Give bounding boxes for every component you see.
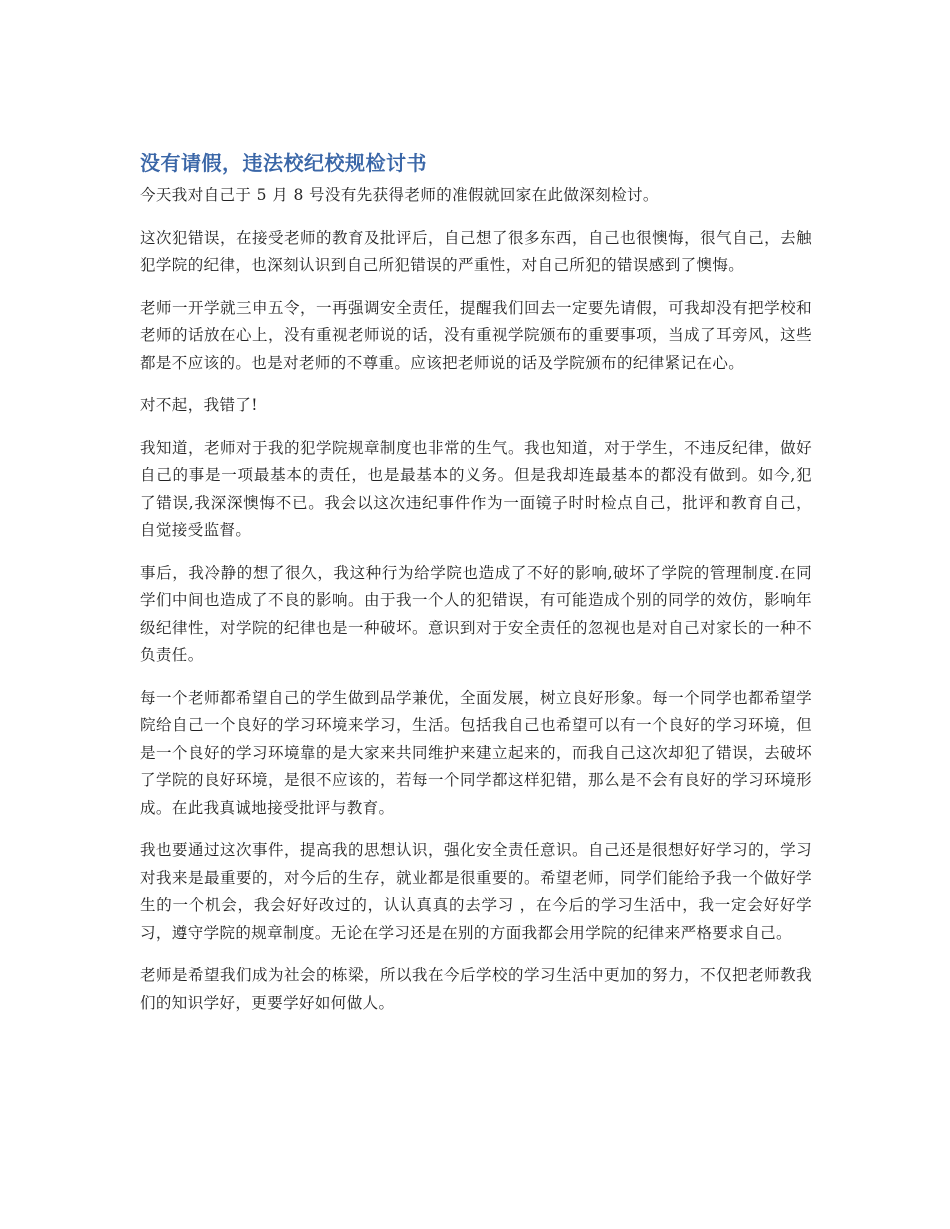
paragraph-teacher-warning: 老师一开学就三申五令，一再强调安全责任，提醒我们回去一定要先请假，可我却没有把学校和老师的话放在心上，没有重视老师说的话，没有重视学院颁布的重要事项，当成了耳旁风，这些都是不应该的。也是对老师的不尊重。应该把老师说的话及学院颁布的纪律紧记在心。 <box>140 298 812 372</box>
document-page <box>140 148 812 1032</box>
paragraph-responsibility: 我知道，老师对于我的犯学院规章制度也非常的生气。我也知道，对于学生，不违反纪律，做好自己的事是一项最基本的责任，也是最基本的义务。但是我却连最基本的都没有做到。如今,犯了错误,我深深懊悔不已。我会以这次违纪事件作为一面镜子时时检点自己，批评和教育自己，自觉接受监督。 <box>140 438 812 539</box>
document-title: 没有请假，违法校纪校规检讨书 <box>140 151 427 175</box>
paragraph-reflection: 事后，我冷静的想了很久，我这种行为给学院也造成了不好的影响,破坏了学院的管理制度.在同学们中间也造成了不良的影响。由于我一个人的犯错误，有可能造成个别的同学的效仿，影响年级纪律性，对学院的纪律也是一种破坏。意识到对于安全责任的忽视也是对自己对家长的一种不负责任。 <box>140 563 812 664</box>
paragraph-apology: 对不起，我错了! <box>140 396 258 414</box>
paragraph-regret: 这次犯错误，在接受老师的教育及批评后，自己想了很多东西，自己也很懊悔，很气自己，去触犯学院的纪律，也深刻认识到自己所犯错误的严重性，对自己所犯的错误感到了懊悔。 <box>140 228 812 274</box>
paragraph-intro: 今天我对自己于 5 月 8 号没有先获得老师的准假就回家在此做深刻检讨。 <box>140 186 659 204</box>
paragraph-environment: 每一个老师都希望自己的学生做到品学兼优，全面发展，树立良好形象。每一个同学也都希望学院给自己一个良好的学习环境来学习，生活。包括我自己也希望可以有一个良好的学习环境，但是一个良好的学习环境靠的是大家来共同维护来建立起来的，而我自己这次却犯了错误，去破坏了学院的良好环境，是很不应该的，若每一个同学都这样犯错，那么是不会有良好的学习环境形成。在此我真诚地接受批评与教育。 <box>140 688 812 817</box>
paragraph-closing: 老师是希望我们成为社会的栋梁，所以我在今后学校的学习生活中更加的努力，不仅把老师教我们的知识学好，更要学好如何做人。 <box>140 966 812 1012</box>
paragraph-commitment: 我也要通过这次事件，提高我的思想认识，强化安全责任意识。自己还是很想好好学习的，学习对我来是最重要的，对今后的生存，就业都是很重要的。希望老师，同学们能给予我一个做好学生的一个机会，我会好好改过的，认认真真的去学习 ，在今后的学习生活中，我一定会好好学习，遵守学院的规章制度。无论在学习还是在别的方面我都会用学院的纪律来严格要求自己。 <box>140 841 812 942</box>
